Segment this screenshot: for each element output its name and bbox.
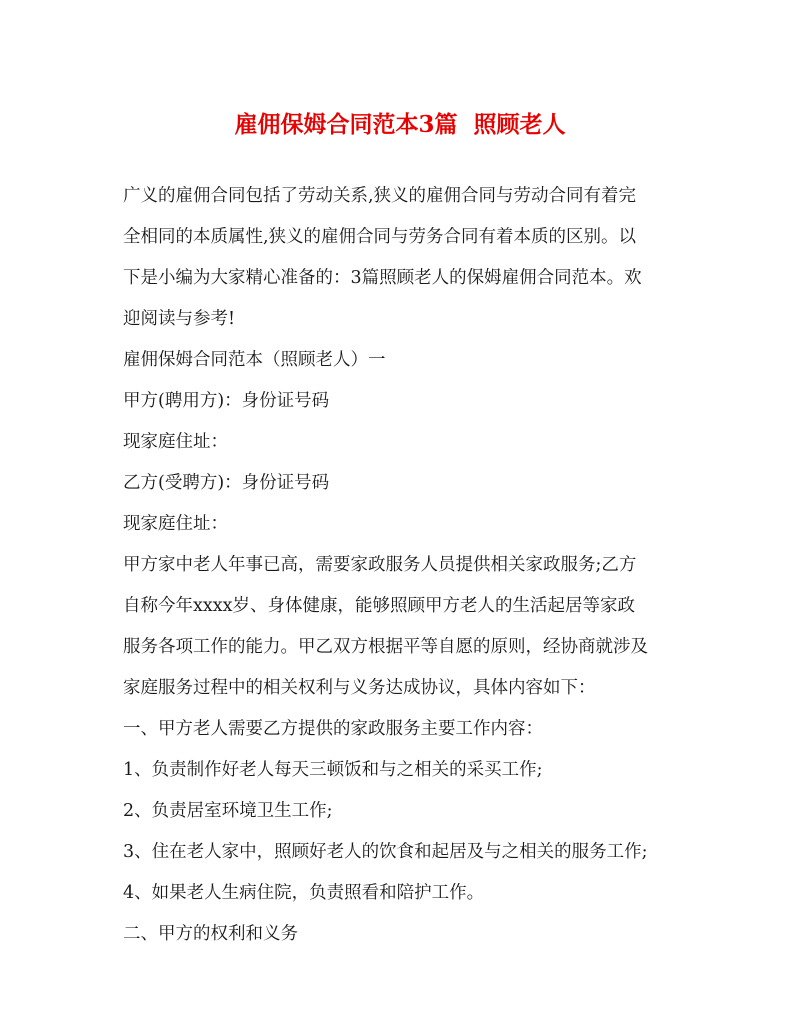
intro-paragraph — [123, 176, 683, 340]
intro-line: 下是小编为大家精心准备的：3篇照顾老人的保姆雇佣合同范本。欢 — [123, 268, 642, 288]
list-item: 2、负责居室环境卫生工作; — [123, 801, 333, 821]
agreement-line: 甲方家中老人年事已高，需要家政服务人员提供相关家政服务;乙方 — [123, 555, 637, 575]
party-b-address: 现家庭住址： — [123, 514, 228, 534]
party-a-line: 甲方(聘用方)：身份证号码 — [123, 391, 330, 411]
intro-line: 全相同的本质属性,狭义的雇佣合同与劳务合同有着本质的区别。以 — [123, 227, 637, 247]
agreement-paragraph — [123, 545, 683, 709]
section-one-heading: 一、甲方老人需要乙方提供的家政服务主要工作内容： — [123, 719, 543, 739]
list-item: 1、负责制作好老人每天三顿饭和与之相关的采买工作; — [123, 760, 543, 780]
document-body — [123, 176, 683, 955]
document-title: 雇佣保姆合同范本3篇 照顾老人 — [234, 111, 566, 138]
list-item: 4、如果老人生病住院，负责照看和陪护工作。 — [123, 883, 485, 903]
section-two-heading: 二、甲方的权利和义务 — [123, 924, 298, 944]
agreement-line: 自称今年xxxx岁、身体健康，能够照顾甲方老人的生活起居等家政 — [123, 596, 635, 616]
agreement-line: 服务各项工作的能力。甲乙双方根据平等自愿的原则，经协商就涉及 — [123, 637, 648, 657]
intro-line: 广义的雇佣合同包括了劳动关系,狭义的雇佣合同与劳动合同有着完 — [123, 186, 637, 206]
party-b-line: 乙方(受聘方)：身份证号码 — [123, 473, 330, 493]
list-item: 3、住在老人家中，照顾好老人的饮食和起居及与之相关的服务工作; — [123, 842, 648, 862]
agreement-line: 家庭服务过程中的相关权利与义务达成协议，具体内容如下： — [123, 678, 596, 698]
party-a-address: 现家庭住址： — [123, 432, 228, 452]
contract-heading: 雇佣保姆合同范本（照顾老人）一 — [123, 350, 386, 370]
intro-line: 迎阅读与参考! — [123, 309, 236, 329]
